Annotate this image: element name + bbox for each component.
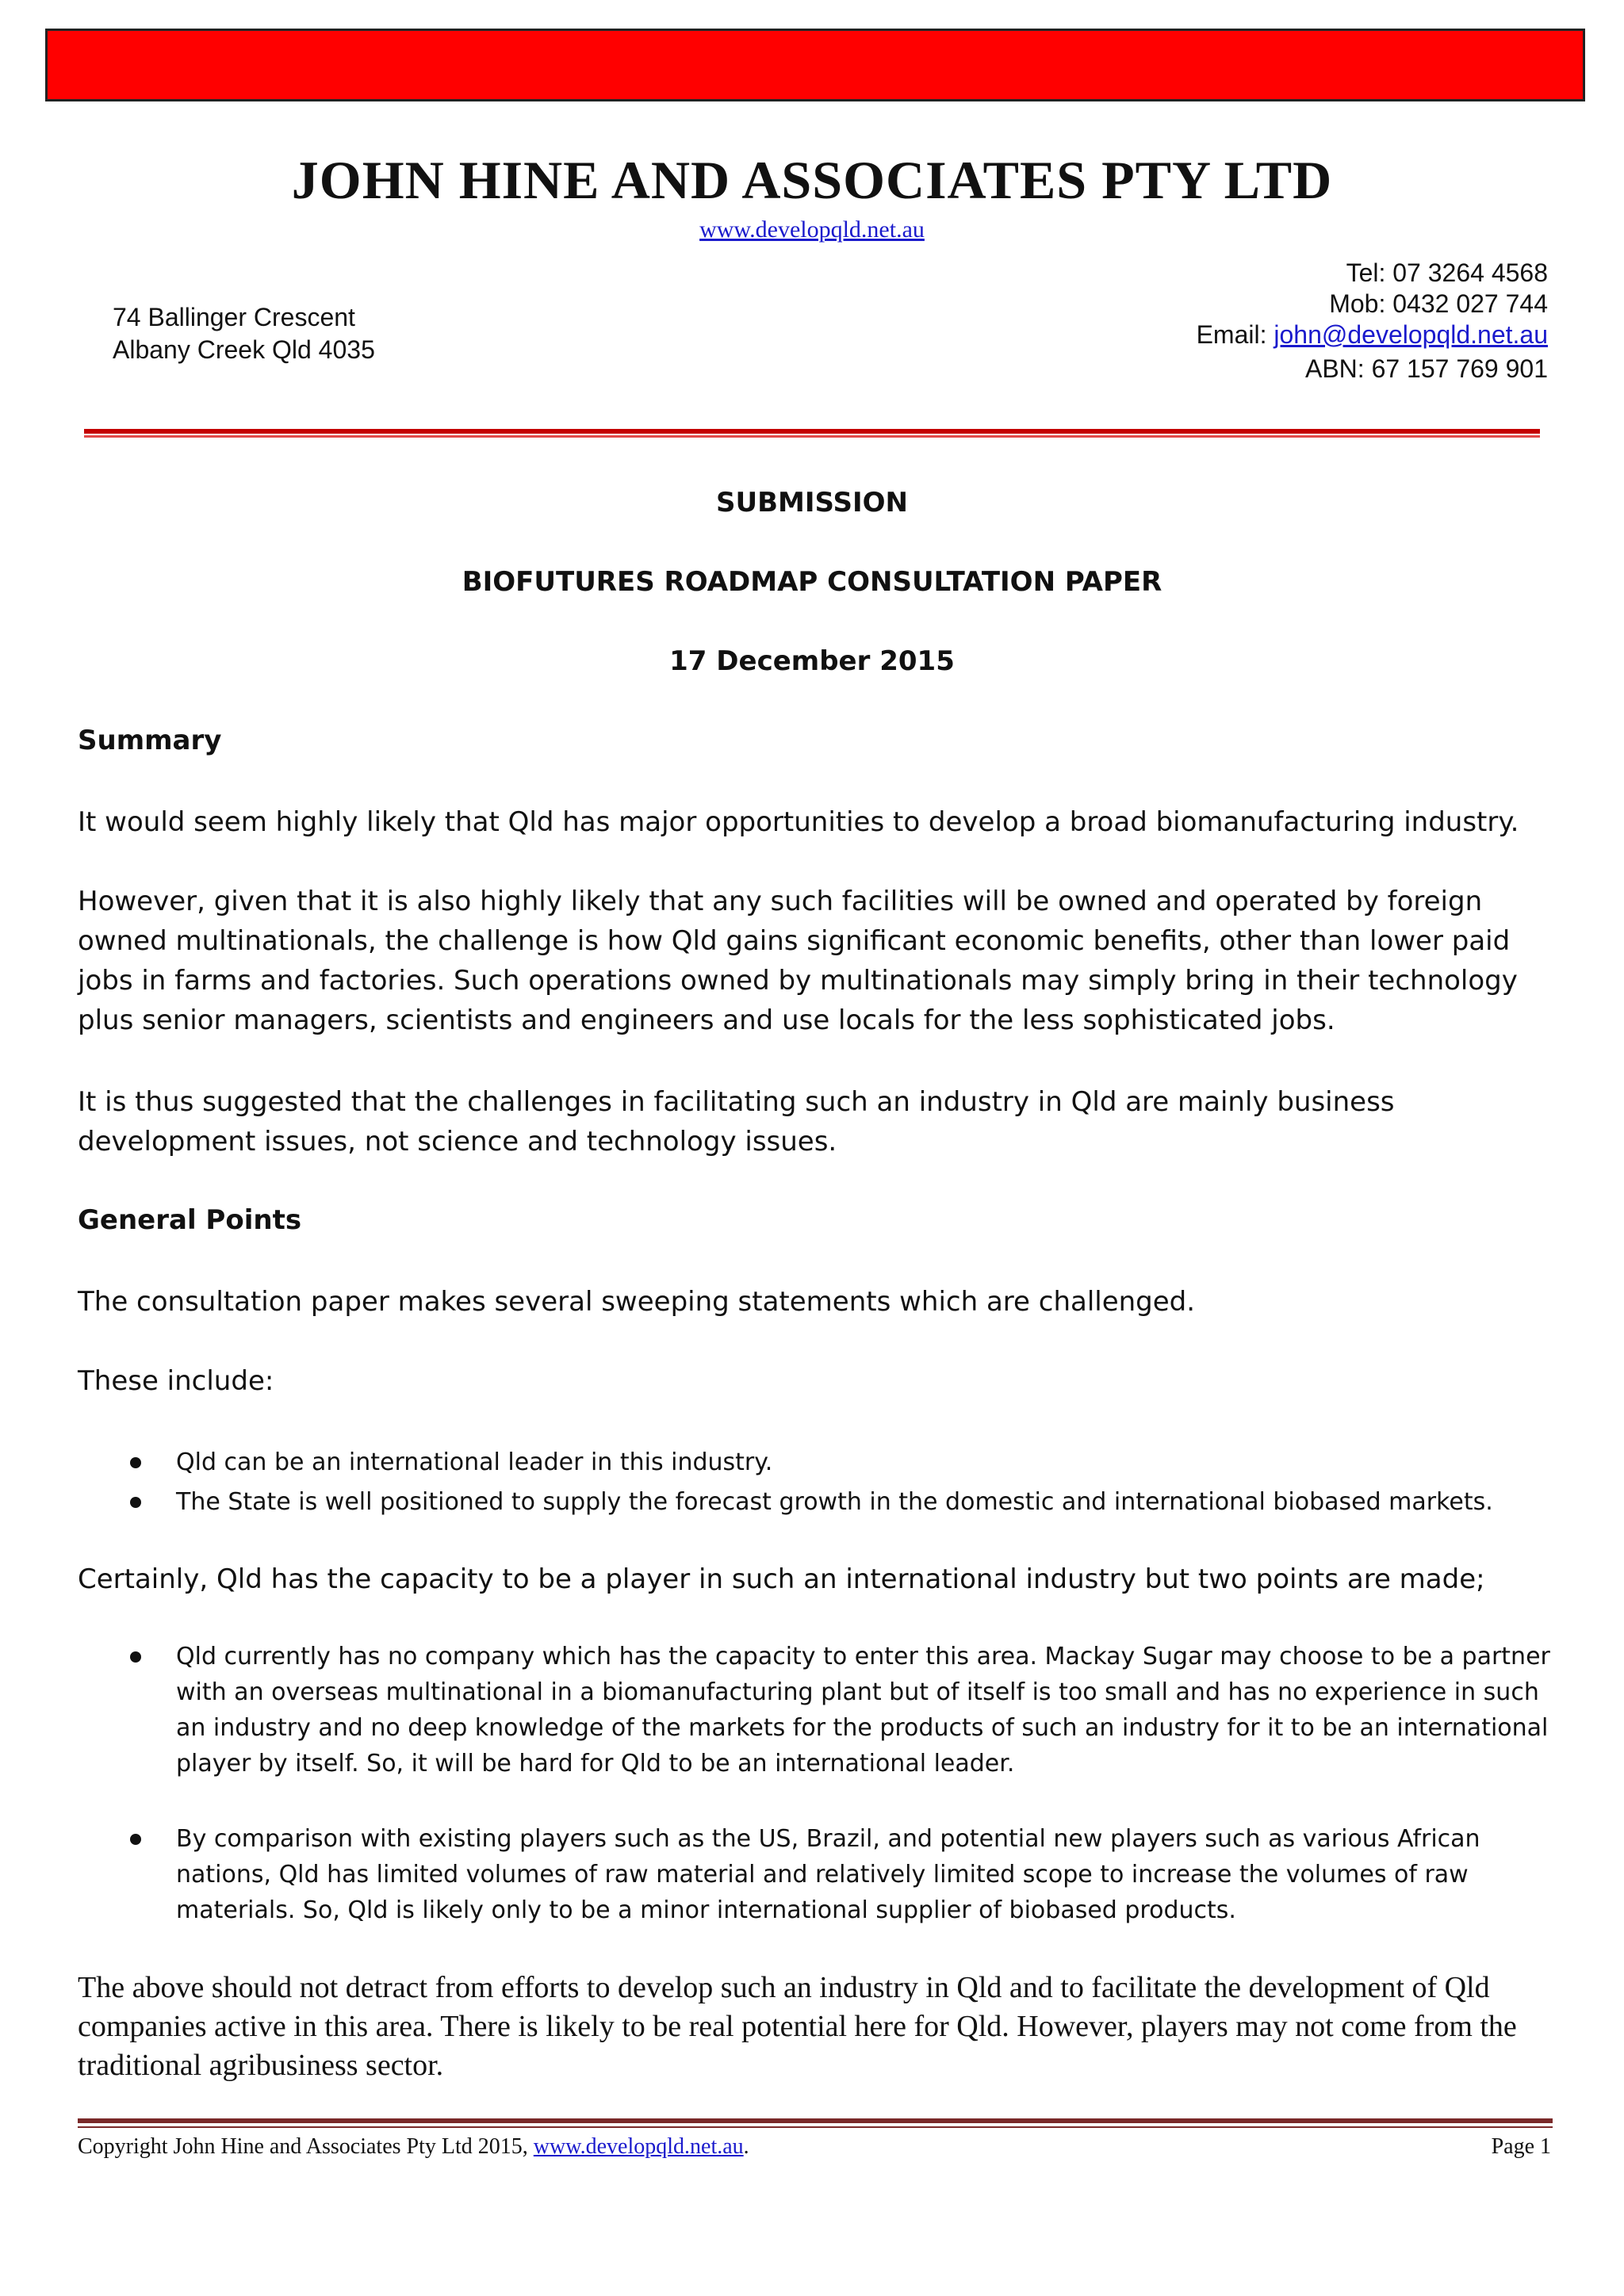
general-paragraph-4: The above should not detract from efforts to develop such an industry in Qld and to facilitate the development of Qld companies active in this area. There is likely to be real potential here for Qld. However, players may not come from the traditional agribusiness sector. (78, 1971, 1517, 2082)
email-line (1197, 320, 1548, 350)
summary-paragraph-2: However, given that it is also highly likely that any such facilities will be owned and operated by foreign owned multinationals, the challenge is how Qld gains significant economic benefits, other than lower paid jobs in farms and factories. Such operations owned by multinationals may simply bring in their technology plus senior managers, scientists and engineers and use locals for the less sophisticated jobs. (78, 886, 1518, 1036)
list-item: Qld currently has no company which has the capacity to enter this area. Mackay Sugar may choose to be a partner with an overseas multinational in a biomanufacturing plant but of itself is too small and has no experience in such an industry and no deep knowledge of the markets for the products of such an industry for it to be an international player by itself. So, it will be hard for Qld to be an international leader. (176, 1643, 1550, 1777)
copyright-text: Copyright John Hine and Associates Pty Ltd 2015, (78, 2134, 534, 2159)
summary-paragraph-1: It would seem highly likely that Qld has major opportunities to develop a broad biomanufacturing industry. (78, 806, 1519, 838)
footer-website-link[interactable]: www.developqld.net.au (533, 2134, 744, 2159)
bullet-icon (130, 1834, 141, 1845)
header-divider (84, 429, 1540, 434)
footer-divider-thin (78, 2126, 1553, 2128)
submission-date: 17 December 2015 (669, 645, 955, 677)
website-link[interactable]: www.developqld.net.au (699, 216, 925, 243)
general-paragraph-1: The consultation paper makes several sweeping statements which are challenged. (78, 1286, 1196, 1318)
mobile: Mob: 0432 027 744 (1329, 289, 1548, 318)
bullet-icon (130, 1651, 141, 1663)
email-label: Email: (1196, 320, 1274, 349)
abn: ABN: 67 157 769 901 (1304, 354, 1548, 383)
summary-heading: Summary (78, 725, 222, 756)
list-item: By comparison with existing players such as the US, Brazil, and potential new players such as various African nations, Qld has limited volumes of raw material and relatively limited scope to increase the volumes of raw materials. So, Qld is likely only to be a minor international supplier of biobased products. (176, 1825, 1480, 1924)
general-paragraph-2: These include: (78, 1365, 274, 1397)
page-number: Page 1 (1491, 2134, 1551, 2159)
list-item: Qld can be an international leader in this industry. (176, 1448, 773, 1476)
address-line-1: 74 Ballinger Crescent (113, 303, 355, 331)
tel: Tel: 07 3264 4568 (1346, 258, 1548, 287)
header-website (0, 216, 1624, 243)
address-line-2: Albany Creek Qld 4035 (113, 335, 375, 364)
footer-divider (78, 2118, 1553, 2123)
company-name: JOHN HINE AND ASSOCIATES PTY LTD (291, 150, 1333, 210)
header-divider-shadow (84, 435, 1540, 438)
general-paragraph-3: Certainly, Qld has the capacity to be a player in such an international industry but two points are made; (78, 1563, 1485, 1595)
header-red-banner (45, 29, 1585, 101)
paper-title: BIOFUTURES ROADMAP CONSULTATION PAPER (462, 566, 1162, 598)
email-link[interactable]: john@developqld.net.au (1274, 320, 1548, 349)
summary-paragraph-3: It is thus suggested that the challenges in facilitating such an industry in Qld are mainly business development issues, not science and technology issues. (78, 1086, 1395, 1158)
footer-copyright (78, 2134, 749, 2160)
bullet-icon (130, 1497, 141, 1508)
bullet-icon (130, 1457, 141, 1468)
copyright-period: . (743, 2134, 749, 2159)
submission-title: SUBMISSION (716, 487, 908, 519)
list-item: The State is well positioned to supply the forecast growth in the domestic and international biobased markets. (176, 1488, 1493, 1516)
general-points-heading: General Points (78, 1204, 302, 1236)
